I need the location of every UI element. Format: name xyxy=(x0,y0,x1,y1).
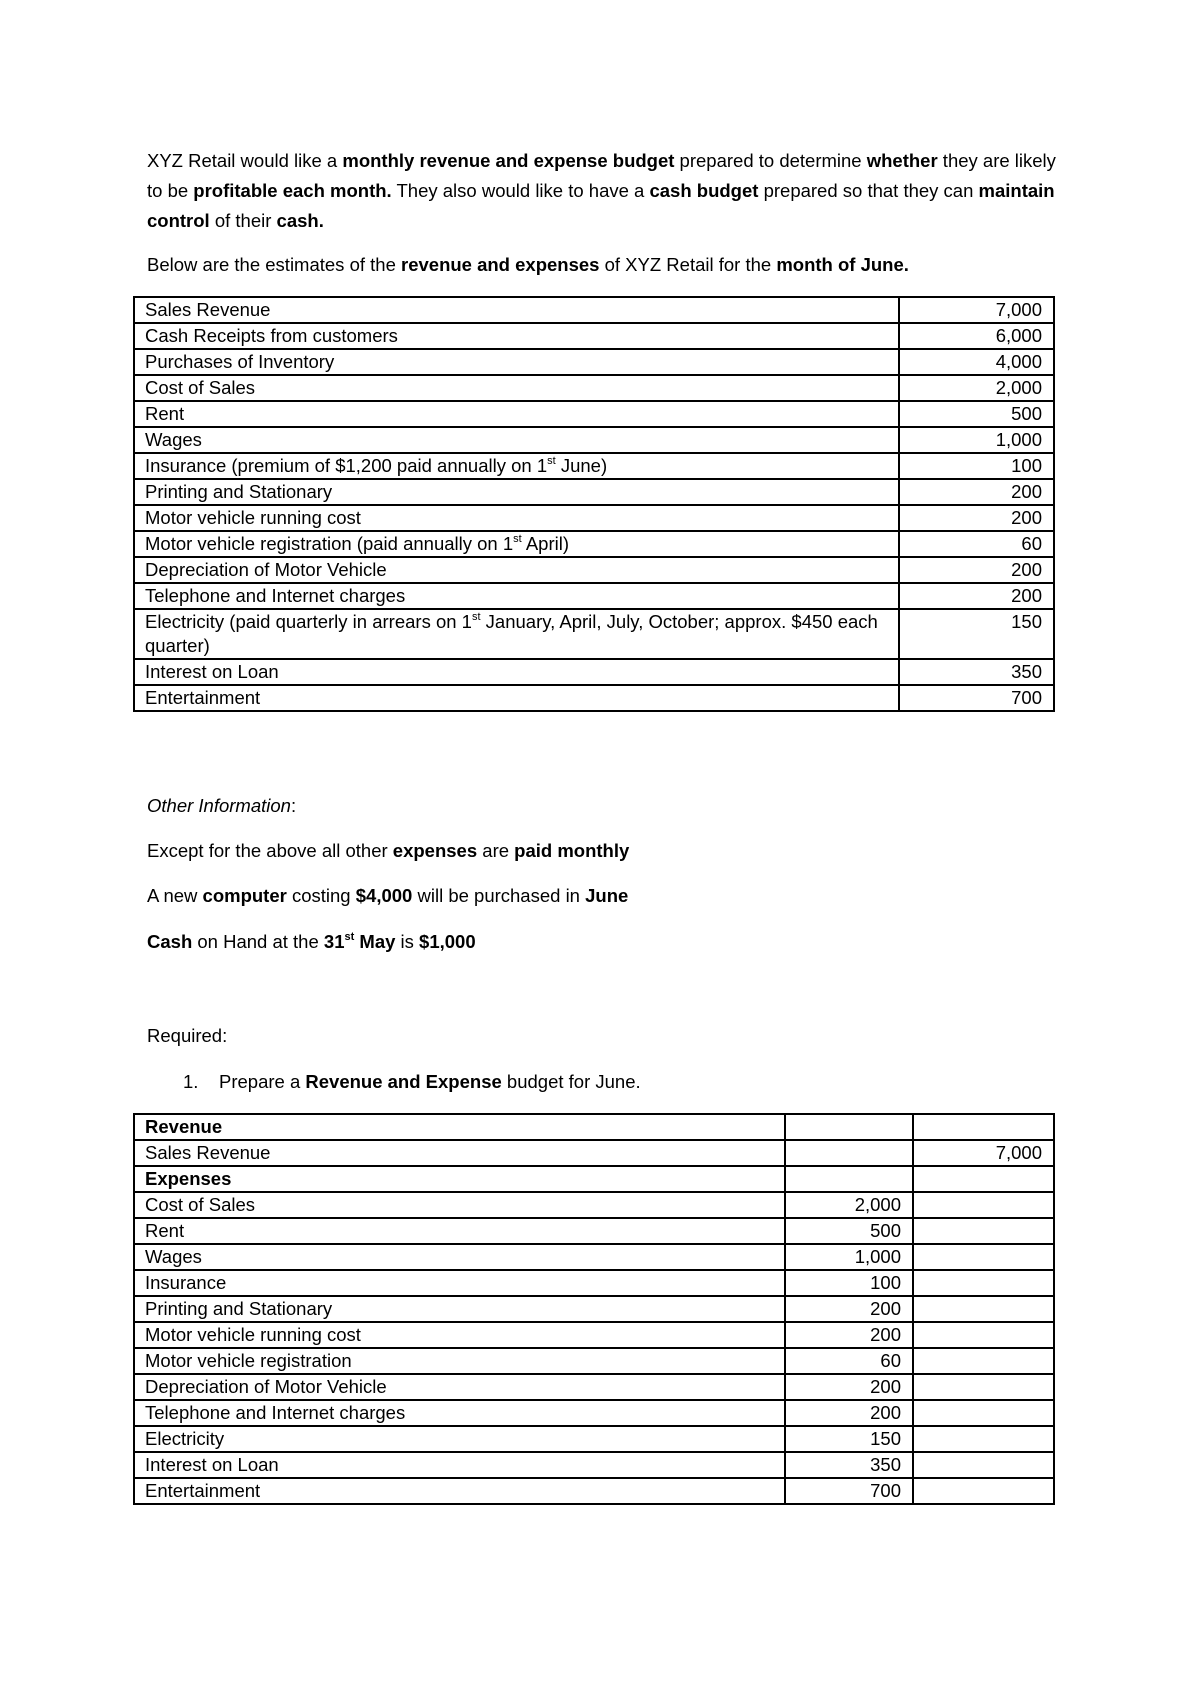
estimate-row xyxy=(134,349,1054,375)
estimate-label: Motor vehicle registration (paid annually on 1st April) xyxy=(134,531,899,557)
intro-bold: maintain control xyxy=(147,180,1055,231)
estimate-value: 200 xyxy=(899,479,1054,505)
budget-label: Electricity xyxy=(134,1426,785,1452)
info-text: costing xyxy=(286,885,356,906)
budget-expense-amount: 100 xyxy=(785,1270,913,1296)
other-information-heading xyxy=(147,795,296,817)
estimate-label: Electricity (paid quarterly in arrears on 1st January, April, July, October; approx. $450 each quarter) xyxy=(134,609,899,659)
budget-total-amount xyxy=(913,1322,1054,1348)
estimate-row xyxy=(134,323,1054,349)
info-bold: 31 xyxy=(323,931,345,952)
budget-total-amount xyxy=(913,1348,1054,1374)
budget-total-amount xyxy=(913,1192,1054,1218)
budget-total-amount xyxy=(913,1400,1054,1426)
estimate-label: Printing and Stationary xyxy=(134,479,899,505)
budget-row xyxy=(134,1270,1054,1296)
budget-label: Motor vehicle registration xyxy=(134,1348,785,1374)
intro-bold: cash budget xyxy=(649,180,759,201)
estimate-value: 100 xyxy=(899,453,1054,479)
budget-row xyxy=(134,1452,1054,1478)
estimate-label: Depreciation of Motor Vehicle xyxy=(134,557,899,583)
budget-total-amount xyxy=(913,1218,1054,1244)
estimate-label: Motor vehicle running cost xyxy=(134,505,899,531)
estimate-label: Purchases of Inventory xyxy=(134,349,899,375)
intro-text: they are likely to be xyxy=(147,150,1056,201)
budget-expense-amount: 200 xyxy=(785,1296,913,1322)
budget-row xyxy=(134,1348,1054,1374)
budget-total-amount xyxy=(913,1166,1054,1192)
estimate-value: 350 xyxy=(899,659,1054,685)
estimate-value: 1,000 xyxy=(899,427,1054,453)
budget-row xyxy=(134,1166,1054,1192)
info-bold: computer xyxy=(202,885,287,906)
info-bold: $1,000 xyxy=(419,931,476,952)
budget-label: Interest on Loan xyxy=(134,1452,785,1478)
estimate-label: Cash Receipts from customers xyxy=(134,323,899,349)
intro-text: XYZ Retail would like a xyxy=(147,150,343,171)
budget-total-amount xyxy=(913,1114,1054,1140)
budget-row xyxy=(134,1296,1054,1322)
budget-row xyxy=(134,1374,1054,1400)
estimate-value: 2,000 xyxy=(899,375,1054,401)
estimate-row xyxy=(134,609,1054,659)
estimate-label: Wages xyxy=(134,427,899,453)
budget-total-amount xyxy=(913,1426,1054,1452)
estimate-value: 4,000 xyxy=(899,349,1054,375)
revenue-expense-budget-table xyxy=(133,1113,1055,1505)
required-heading: Required: xyxy=(147,1025,228,1046)
info-bold: $4,000 xyxy=(355,885,413,906)
task-number: 1. xyxy=(183,1071,199,1092)
estimate-row xyxy=(134,557,1054,583)
budget-expense-amount: 500 xyxy=(785,1218,913,1244)
task-text: Prepare a xyxy=(219,1071,306,1092)
estimate-row xyxy=(134,427,1054,453)
budget-row xyxy=(134,1400,1054,1426)
estimate-row xyxy=(134,583,1054,609)
info-text: A new xyxy=(147,885,203,906)
estimate-value: 6,000 xyxy=(899,323,1054,349)
estimate-value: 150 xyxy=(899,609,1054,659)
budget-expense-amount xyxy=(785,1140,913,1166)
estimate-label: Telephone and Internet charges xyxy=(134,583,899,609)
budget-label: Sales Revenue xyxy=(134,1140,785,1166)
intro-text: prepared to determine xyxy=(674,150,867,171)
budget-row xyxy=(134,1218,1054,1244)
info-bold: Cash xyxy=(147,931,193,952)
budget-label: Motor vehicle running cost xyxy=(134,1322,785,1348)
budget-row xyxy=(134,1426,1054,1452)
estimate-value: 700 xyxy=(899,685,1054,711)
budget-label: Cost of Sales xyxy=(134,1192,785,1218)
estimate-row xyxy=(134,453,1054,479)
estimate-value: 7,000 xyxy=(899,297,1054,323)
other-title-colon: : xyxy=(290,795,297,816)
info-bold: May xyxy=(354,931,396,952)
estimate-label: Entertainment xyxy=(134,685,899,711)
info-text: Except for the above all other xyxy=(147,840,393,861)
info-text: will be purchased in xyxy=(412,885,586,906)
budget-section-heading: Expenses xyxy=(134,1166,785,1192)
budget-row xyxy=(134,1478,1054,1504)
budget-label: Wages xyxy=(134,1244,785,1270)
budget-label: Entertainment xyxy=(134,1478,785,1504)
info-bold: June xyxy=(585,885,629,906)
estimate-value: 200 xyxy=(899,505,1054,531)
estimate-label: Rent xyxy=(134,401,899,427)
other-info-line-3 xyxy=(147,931,476,953)
estimate-row xyxy=(134,479,1054,505)
budget-row xyxy=(134,1322,1054,1348)
info-text: is xyxy=(395,931,420,952)
task-bold: Revenue and Expense xyxy=(305,1071,502,1092)
estimate-row xyxy=(134,297,1054,323)
budget-expense-amount: 200 xyxy=(785,1374,913,1400)
estimate-row xyxy=(134,659,1054,685)
estimate-label: Interest on Loan xyxy=(134,659,899,685)
budget-label: Rent xyxy=(134,1218,785,1244)
intro-bold: revenue and expenses xyxy=(401,254,600,275)
intro-bold: monthly revenue and expense budget xyxy=(342,150,675,171)
budget-expense-amount: 2,000 xyxy=(785,1192,913,1218)
budget-total-amount xyxy=(913,1296,1054,1322)
budget-total-amount: 7,000 xyxy=(913,1140,1054,1166)
estimate-value: 200 xyxy=(899,557,1054,583)
budget-row xyxy=(134,1244,1054,1270)
estimate-row xyxy=(134,401,1054,427)
info-text: on Hand at the xyxy=(192,931,324,952)
info-bold: paid monthly xyxy=(514,840,630,861)
budget-expense-amount: 150 xyxy=(785,1426,913,1452)
budget-expense-amount xyxy=(785,1114,913,1140)
intro-text: prepared so that they can xyxy=(758,180,979,201)
budget-expense-amount: 200 xyxy=(785,1400,913,1426)
intro-text: of their xyxy=(209,210,277,231)
budget-row xyxy=(134,1140,1054,1166)
budget-row xyxy=(134,1192,1054,1218)
estimate-label: Cost of Sales xyxy=(134,375,899,401)
budget-label: Insurance xyxy=(134,1270,785,1296)
estimate-row xyxy=(134,505,1054,531)
budget-total-amount xyxy=(913,1452,1054,1478)
estimates-table xyxy=(133,296,1055,712)
budget-section-heading: Revenue xyxy=(134,1114,785,1140)
estimate-value: 500 xyxy=(899,401,1054,427)
estimate-row xyxy=(134,685,1054,711)
budget-expense-amount: 700 xyxy=(785,1478,913,1504)
intro-text: of XYZ Retail for the xyxy=(599,254,777,275)
budget-row xyxy=(134,1114,1054,1140)
estimate-value: 60 xyxy=(899,531,1054,557)
info-text: are xyxy=(477,840,515,861)
intro-text: Below are the estimates of the xyxy=(147,254,401,275)
estimate-row xyxy=(134,375,1054,401)
budget-label: Depreciation of Motor Vehicle xyxy=(134,1374,785,1400)
estimates-intro xyxy=(147,250,1067,280)
budget-expense-amount: 200 xyxy=(785,1322,913,1348)
estimate-row xyxy=(134,531,1054,557)
intro-bold: profitable each month. xyxy=(193,180,392,201)
budget-total-amount xyxy=(913,1374,1054,1400)
ordinal-suffix: st xyxy=(344,930,355,943)
budget-total-amount xyxy=(913,1478,1054,1504)
intro-bold: month of June. xyxy=(776,254,909,275)
intro-text: They also would like to have a xyxy=(391,180,650,201)
budget-total-amount xyxy=(913,1244,1054,1270)
budget-expense-amount: 60 xyxy=(785,1348,913,1374)
task-item-1 xyxy=(183,1071,641,1093)
budget-expense-amount: 350 xyxy=(785,1452,913,1478)
other-info-line-2 xyxy=(147,885,628,907)
budget-total-amount xyxy=(913,1270,1054,1296)
estimate-value: 200 xyxy=(899,583,1054,609)
intro-bold: cash. xyxy=(276,210,324,231)
budget-label: Printing and Stationary xyxy=(134,1296,785,1322)
intro-paragraph xyxy=(147,146,1067,236)
estimate-label: Insurance (premium of $1,200 paid annually on 1st June) xyxy=(134,453,899,479)
task-text: budget for June. xyxy=(501,1071,641,1092)
other-info-line-1 xyxy=(147,840,629,862)
info-bold: expenses xyxy=(392,840,478,861)
budget-label: Telephone and Internet charges xyxy=(134,1400,785,1426)
other-title-text: Other Information xyxy=(147,795,291,816)
budget-expense-amount xyxy=(785,1166,913,1192)
estimate-label: Sales Revenue xyxy=(134,297,899,323)
intro-bold: whether xyxy=(866,150,938,171)
budget-expense-amount: 1,000 xyxy=(785,1244,913,1270)
